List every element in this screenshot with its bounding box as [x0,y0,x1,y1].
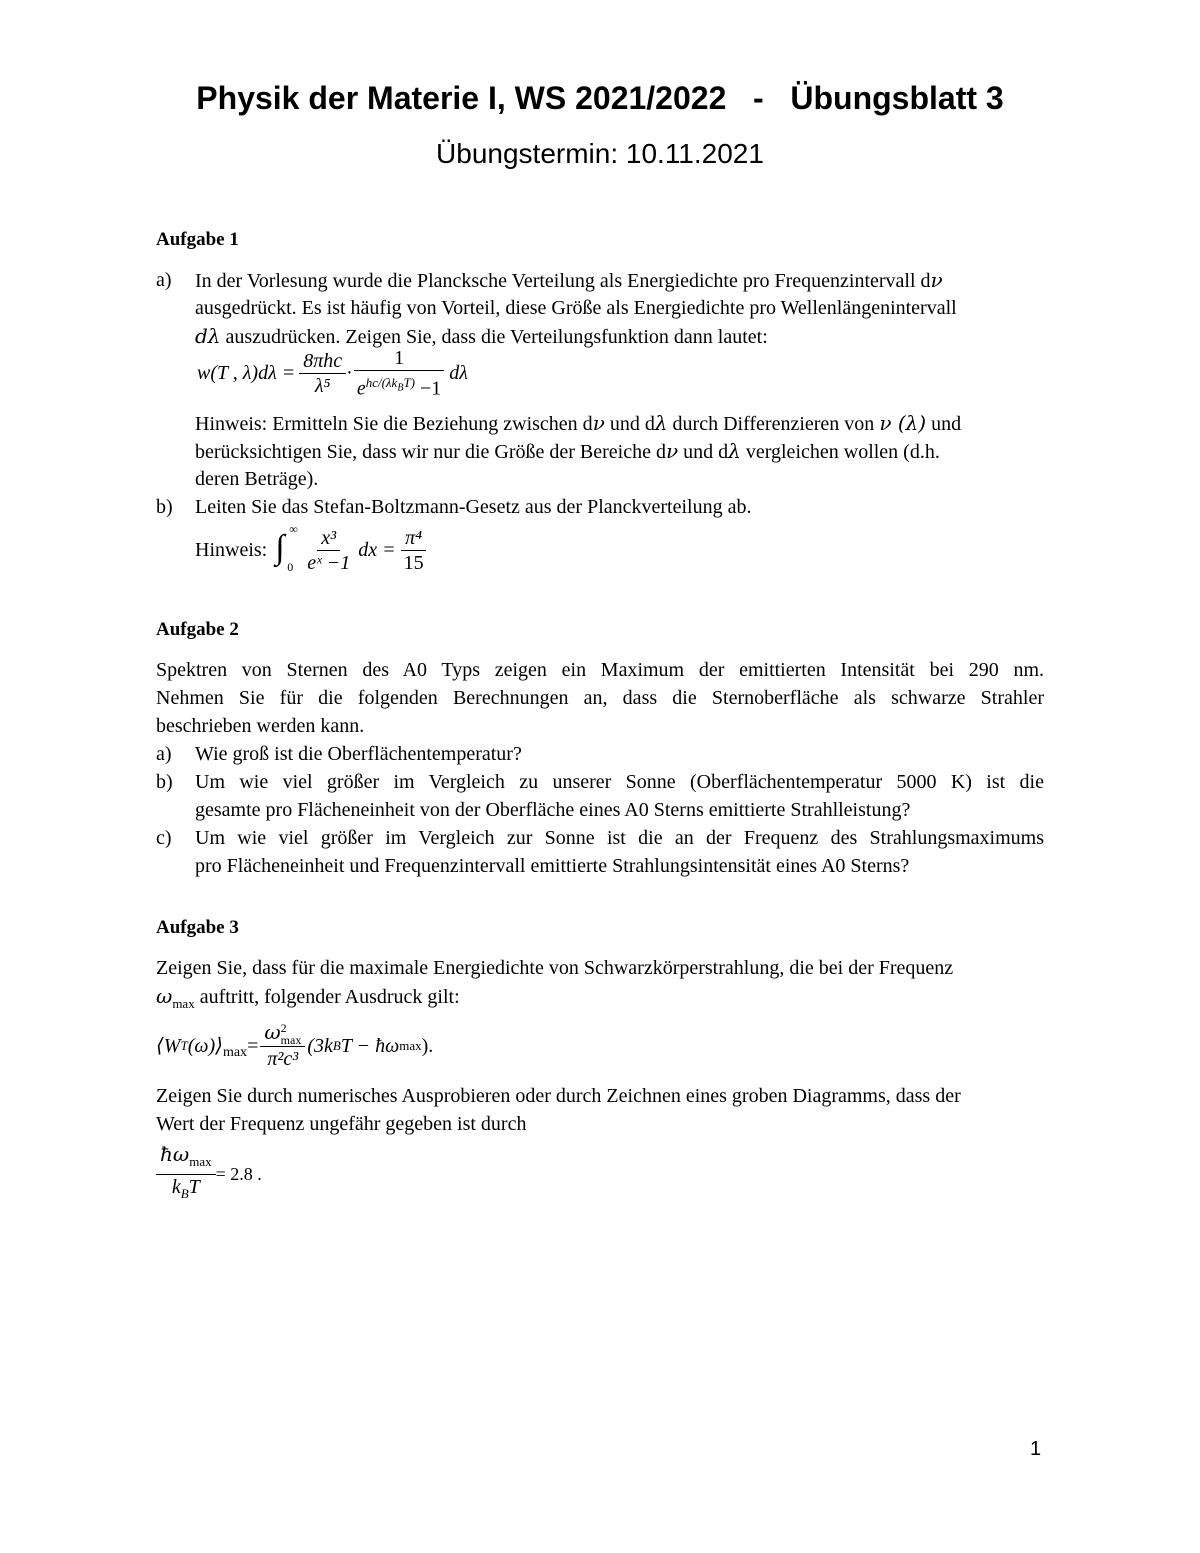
aufgabe-2-c-line-1: Um wie viel größer im Vergleich zur Sonne ist die an der Frequenz des Strahlungsmaximums [195,827,1044,849]
ratio-fraction [156,1142,216,1206]
formula-minus-one: −1 [415,377,442,400]
formula-3-num-sub: max [280,1033,302,1048]
aufgabe-1-b-label: b) [156,496,173,518]
ratio-denominator [168,1175,204,1206]
integral-upper-limit: ∞ [289,522,298,536]
hint-2-text-b: und d [678,441,729,463]
aufgabe-1-a-line-3-text: auszudrücken. Zeigen Sie, dass die Verteilungsfunktion dann lautet: [220,326,768,348]
nu-symbol: ν [930,268,943,292]
aufgabe-3-line-1: Zeigen Sie, dass für die maximale Energiedichte von Schwarzkörperstrahlung, die bei der Frequenz [156,957,954,979]
formula-3-lhs-max: max [222,1044,248,1060]
formula-dot: · [346,362,353,385]
integral-lower-limit: 0 [287,560,294,574]
formula-exponent-sub: B [397,382,404,394]
aufgabe-1-a-line-2: ausgedrückt. Es ist häufig von Vorteil, diese Größe als Energiedichte pro Wellenlängenintervall [195,297,957,319]
aufgabe-1-hint-line-1 [195,409,961,438]
integral-dx: dx = [358,539,396,561]
aufgabe-1-a-line-1 [195,266,943,295]
formula-3-rhs-end: ). [421,1034,434,1057]
formula-denominator-1: λ⁵ [314,374,331,397]
aufgabe-2-b-line-1: Um wie viel größer im Vergleich zu unserer Sonne (Oberflächentemperatur 5000 K) ist die [195,771,1044,793]
hint-2-text-a: berücksichtigen Sie, dass wir nur die Größe der Bereiche d [195,441,666,463]
page-subtitle: Übungstermin: 10.11.2021 [436,138,764,169]
aufgabe-1-hint-line-2 [195,437,940,466]
formula-lhs: w(T , λ)dλ = [197,362,296,385]
planck-wavelength-formula [197,346,468,401]
ratio-num-sub: max [189,1154,212,1169]
page-title: Physik der Materie I, WS 2021/2022 - Übungsblatt 3 [196,80,1004,116]
aufgabe-3-heading: Aufgabe 3 [156,917,239,938]
aufgabe-2-b-line-2: gesamte pro Flächeneinheit von der Oberfläche eines A0 Sterns emittierte Strahlleistung? [195,799,911,821]
lambda-symbol: λ [654,411,668,435]
integral-fraction [303,526,354,575]
energy-density-formula [156,1020,433,1071]
integral-sign-group [273,524,303,576]
formula-3-lhs-arg: (ω)⟩ [187,1034,223,1057]
ratio-den-t: T [188,1176,200,1198]
omega-max-subscript: max [172,996,195,1011]
hbar-omega: ħω [160,1142,190,1166]
integral-result-numerator: π⁴ [401,526,426,551]
aufgabe-1-heading: Aufgabe 1 [156,229,239,250]
hint-1-text-a: Hinweis: Ermitteln Sie die Beziehung zwischen d [195,413,593,435]
aufgabe-2-heading: Aufgabe 2 [156,619,239,640]
hint-1-text-d: und [926,413,962,435]
formula-3-eq: = [247,1034,259,1057]
formula-3-denominator: π²c³ [267,1048,299,1071]
aufgabe-1-a-label: a) [156,269,172,291]
aufgabe-2-intro-line-1: Spektren von Sternen des A0 Typs zeigen ein Maximum der emittierten Intensität bei 290 nm. [156,659,1044,681]
aufgabe-2-intro-line-2: Nehmen Sie für die folgenden Berechnungen an, dass die Sternoberfläche als schwarze Strahler [156,687,1044,709]
integral-numerator: x³ [317,526,340,551]
omega-symbol: ω [156,984,173,1008]
hint-1-text-b: und d [604,413,655,435]
formula-3-numerator [260,1020,305,1047]
aufgabe-1-b-text: Leiten Sie das Stefan-Boltzmann-Gesetz aus der Planckverteilung ab. [195,496,752,518]
formula-3-lhs: ⟨W [156,1034,181,1057]
aufgabe-2-a-text: Wie groß ist die Oberflächentemperatur? [195,743,522,765]
formula-3-rhs: (3k [307,1034,333,1057]
aufgabe-3-line-3: Zeigen Sie durch numerisches Ausprobieren oder durch Zeichnen eines groben Diagramms, dass der [156,1085,961,1107]
page-number: 1 [1030,1438,1042,1460]
formula-numerator-1: 8πhc [299,349,346,374]
hint-1-text-c: durch Differenzieren von [667,413,880,435]
formula-denominator-2 [353,371,445,401]
formula-exp-base: e [356,377,366,400]
nu-symbol: ν [592,411,605,435]
integral-denominator: eˣ −1 [307,551,351,574]
formula-rhs: dλ [449,362,468,385]
ratio-den-sub: B [180,1186,189,1201]
aufgabe-3-line-2 [156,982,460,1018]
formula-3-num-sup: 2 [280,1021,287,1036]
formula-fraction-2 [353,346,445,401]
aufgabe-2-a-label: a) [156,743,172,765]
ratio-numerator [156,1142,216,1175]
aufgabe-2-intro-line-3: beschrieben werden kann. [156,715,365,737]
hint-2-text-c: vergleichen wollen (d.h. [740,441,940,463]
formula-exponent-text: hc/(λk [365,375,398,390]
formula-exponent-end: T) [403,375,416,390]
formula-3-rhs-mid: T − ħω [340,1034,400,1057]
integral-hint-label: Hinweis: [195,539,268,561]
formula-3-lhs-sub: T [180,1037,188,1053]
aufgabe-3-line-2-text: auftritt, folgender Ausdruck gilt: [194,986,460,1008]
formula-fraction-1 [299,349,346,398]
formula-3-fraction [260,1020,305,1071]
aufgabe-3-line-4: Wert der Frequenz ungefähr gegeben ist durch [156,1113,527,1135]
formula-3-rhs-max: max [399,1037,422,1053]
nu-of-lambda: ν (λ) [879,411,927,435]
aufgabe-2-c-label: c) [156,827,172,849]
ratio-den-k: k [171,1176,181,1198]
ratio-equals: = 2.8 . [215,1164,262,1184]
integral-result [400,526,428,575]
aufgabe-2-b-label: b) [156,771,173,793]
integral-sign: ∫ [275,529,285,566]
integral-result-denominator: 15 [403,551,424,574]
omega-symbol: ω [264,1020,281,1044]
aufgabe-1-hint-line-3: deren Beträge). [195,468,319,490]
d-lambda-symbol: dλ [195,324,221,348]
formula-numerator-2: 1 [354,346,444,371]
aufgabe-2-c-line-2: pro Flächeneinheit und Frequenzintervall emittierte Strahlungsintensität eines A0 Sterns? [195,855,910,877]
frequency-ratio-formula [156,1142,262,1206]
aufgabe-1-a-line-1-text: In der Vorlesung wurde die Plancksche Verteilung als Energiedichte pro Frequenzintervall d [195,270,931,292]
integral-hint [195,524,428,576]
formula-exponent [365,375,416,394]
nu-symbol: ν [665,439,679,463]
lambda-symbol: λ [728,439,741,463]
formula-3-rhs-sub: B [332,1037,341,1053]
